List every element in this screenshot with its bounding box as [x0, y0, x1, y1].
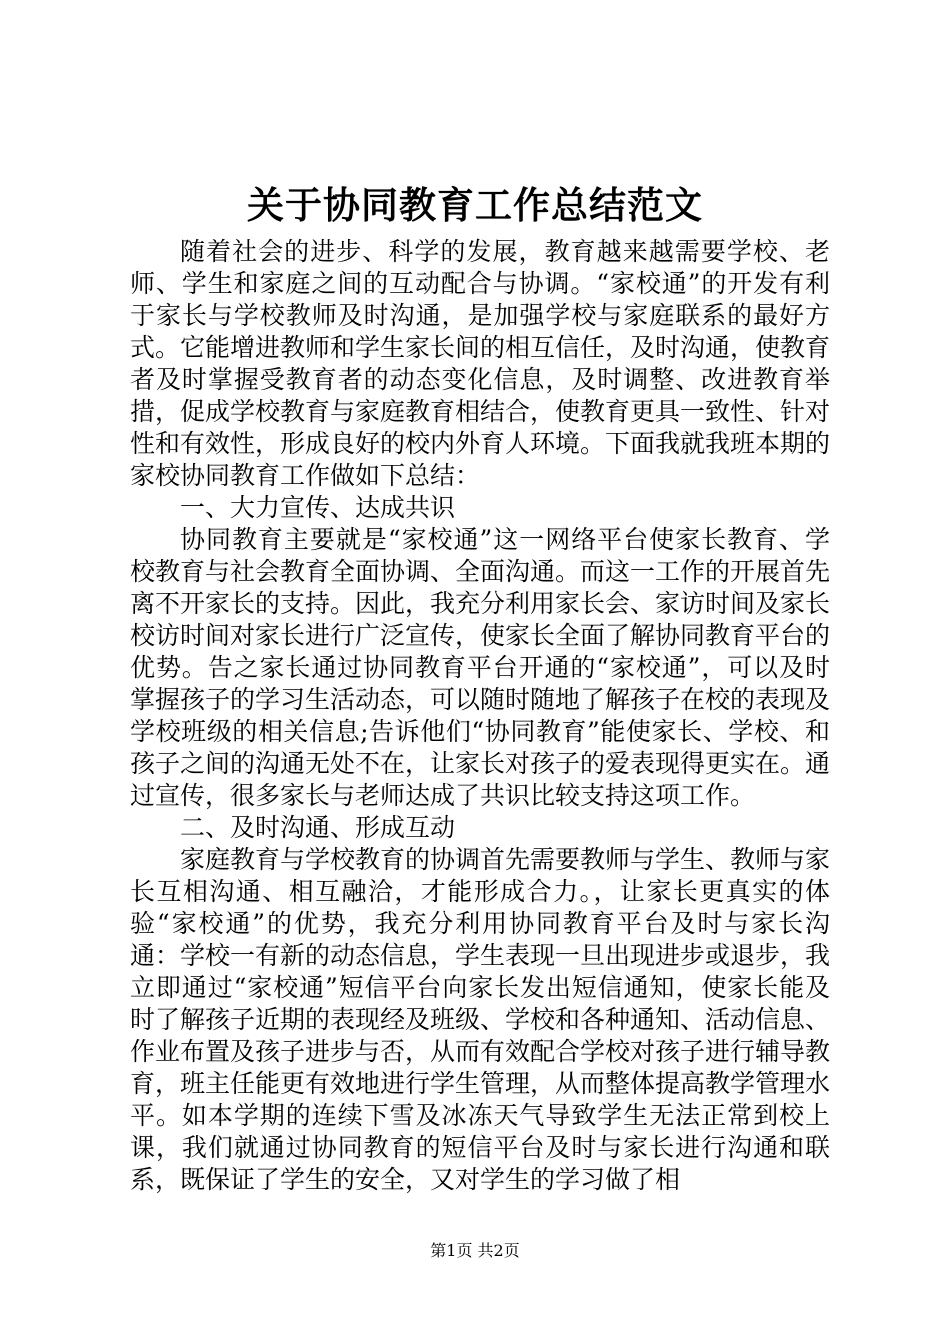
document-title: 关于协同教育工作总结范文	[247, 183, 703, 227]
section-1-paragraph: 协同教育主要就是“家校通”这一网络平台使家长教育、学校教育与社会教育全面协调、全面沟通。而这一工作的开展首先离不开家长的支持。因此，我充分利用家长会、家访时间及家长校访时间对家长进行广泛宣传，使家长全面了解协同教育平台的优势。告之家长通过协同教育平台开通的“家校通”，可以及时掌握孩子的学习生活动态，可以随时随地了解孩子在校的表现及学校班级的相关信息;告诉他们“协同教育”能使家长、学校、和孩子之间的沟通无处不在，让家长对孩子的爱表现得更实在。通过宣传，很多家长与老师达成了共识比较支持这项工作。	[130, 525, 831, 810]
document-body	[130, 236, 830, 1196]
intro-paragraph: 随着社会的进步、科学的发展，教育越来越需要学校、老师、学生和家庭之间的互动配合与协调。“家校通”的开发有利于家长与学校教师及时沟通，是加强学校与家庭联系的最好方式。它能增进教师和学生家长间的相互信任，及时沟通，使教育者及时掌握受教育者的动态变化信息，及时调整、改进教育举措，促成学校教育与家庭教育相结合，使教育更具一致性、针对性和有效性，形成良好的校内外育人环境。下面我就我班本期的家校协同教育工作做如下总结：	[130, 237, 831, 490]
section-2-paragraph: 家庭教育与学校教育的协调首先需要教师与学生、教师与家长互相沟通、相互融洽，才能形成合力。，让家长更真实的体验“家校通”的优势，我充分利用协同教育平台及时与家长沟通：学校一有新的动态信息，学生表现一旦出现进步或退步，我立即通过“家校通”短信平台向家长发出短信通知，使家长能及时了解孩子近期的表现经及班级、学校和各种通知、活动信息、作业布置及孩子进步与否，从而有效配合学校对孩子进行辅导教育，班主任能更有效地进行学生管理，从而整体提高教学管理水平。如本学期的连续下雪及冰冻天气导致学生无法正常到校上课，我们就通过协同教育的短信平台及时与家长进行沟通和联系，既保证了学生的安全，又对学生的学习做了相	[130, 845, 831, 1194]
section-heading-1: 一、大力宣传、达成共识	[180, 493, 456, 522]
page-number-footer: 第1页 共2页	[430, 1241, 520, 1260]
section-heading-2: 二、及时沟通、形成互动	[180, 813, 456, 842]
